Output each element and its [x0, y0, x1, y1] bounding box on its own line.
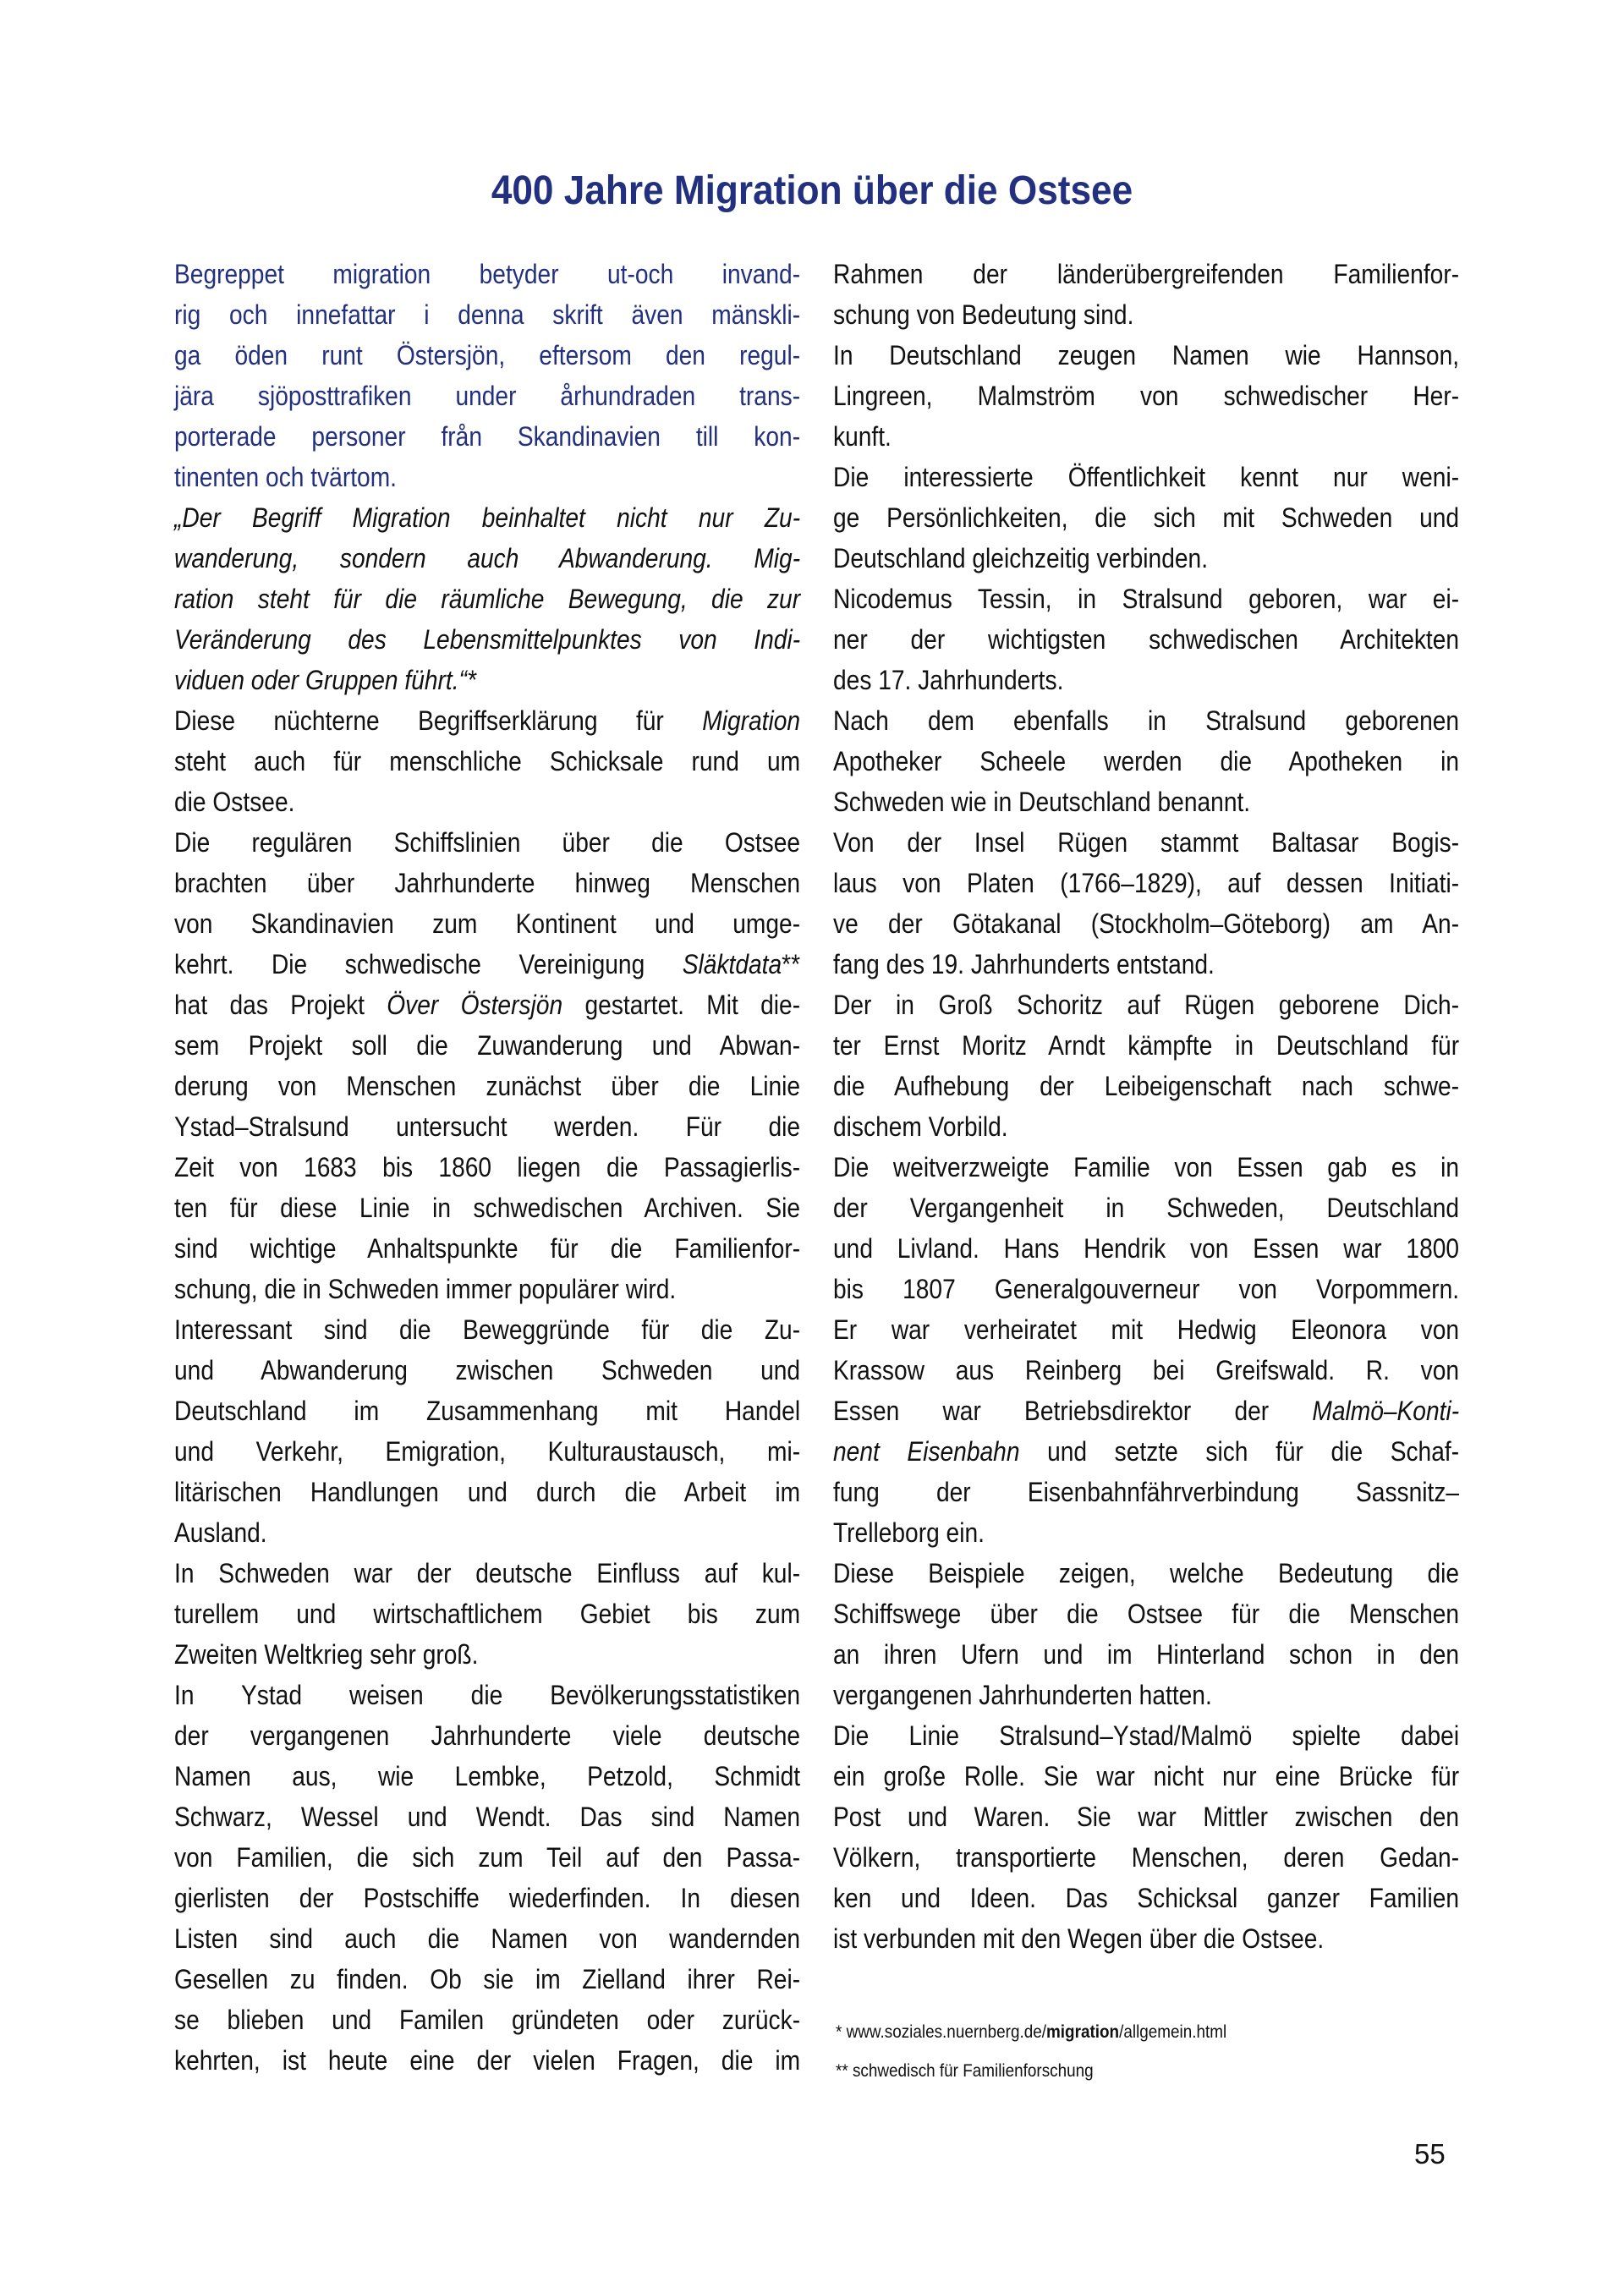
- text-line: Rahmen der länderübergreifenden Familienfor-: [833, 259, 1460, 289]
- footnote-2: ** schwedisch für Familienforschung: [836, 2061, 1094, 2081]
- emphasis-migration: Migration: [702, 705, 801, 736]
- text-line: Die weitverzweigte Familie von Essen gab es in: [833, 1152, 1460, 1182]
- text-line: ga öden runt Östersjön, eftersom den regul-: [174, 340, 801, 370]
- emphasis-railway-name: Malmö–Konti-: [1312, 1396, 1460, 1426]
- text-line: turellem und wirtschaftlichem Gebiet bis zum: [174, 1599, 801, 1629]
- text-span: Essen war Betriebsdirektor der: [833, 1396, 1313, 1426]
- text-line: Ausland.: [174, 1517, 267, 1548]
- text-line: Apotheker Scheele werden die Apotheken in: [833, 746, 1460, 776]
- text-line: Völkern, transportierte Menschen, deren Gedan-: [833, 1842, 1460, 1873]
- text-line: ken und Ideen. Das Schicksal ganzer Familien: [833, 1883, 1460, 1913]
- text-line: Veränderung des Lebensmittelpunktes von Indi-: [174, 624, 801, 655]
- text-line: [174, 700, 800, 741]
- text-line: ist verbunden mit den Wegen über die Ostsee.: [833, 1923, 1325, 1954]
- text-line: schung, die in Schweden immer populärer wird.: [174, 1274, 677, 1304]
- text-line: des 17. Jahrhunderts.: [833, 665, 1064, 695]
- text-line: wanderung, sondern auch Abwanderung. Mig-: [174, 543, 801, 573]
- text-line: [833, 1431, 1459, 1472]
- text-line: und Verkehr, Emigration, Kulturaustausch, mi-: [174, 1436, 801, 1467]
- left-column: [174, 254, 800, 2081]
- text-line: Diese Beispiele zeigen, welche Bedeutung die: [833, 1558, 1460, 1588]
- text-line: der Vergangenheit in Schweden, Deutschland: [833, 1193, 1460, 1223]
- paragraph: [174, 1553, 800, 1675]
- paragraph: [833, 579, 1459, 700]
- footnote-1: [836, 2013, 1226, 2052]
- text-line: Er war verheiratet mit Hedwig Eleonora von: [833, 1314, 1460, 1345]
- text-line: Listen sind auch die Namen von wandernden: [174, 1923, 801, 1954]
- text-line: Der in Groß Schoritz auf Rügen geborene Dich-: [833, 990, 1460, 1020]
- text-line: und Livland. Hans Hendrik von Essen war 1800: [833, 1233, 1460, 1264]
- text-line: ein große Rolle. Sie war nicht nur eine Brücke für: [833, 1761, 1460, 1791]
- footnotes: [836, 2013, 1270, 2091]
- text-line: ter Ernst Moritz Arndt kämpfte in Deutschland für: [833, 1030, 1460, 1061]
- text-line: und Abwanderung zwischen Schweden und: [174, 1355, 801, 1385]
- text-line: ten für diese Linie in schwedischen Archiven. Sie: [174, 1193, 801, 1223]
- text-line: bis 1807 Generalgouverneur von Vorpommern.: [833, 1274, 1460, 1304]
- text-span: hat das Projekt: [174, 990, 387, 1020]
- footnote-url: [847, 2022, 1227, 2042]
- text-line: die Aufhebung der Leibeigenschaft nach schwe-: [833, 1071, 1460, 1101]
- emphasis-slaktdata: Släktdata: [682, 949, 782, 979]
- emphasis-project-name: Över Östersjön: [387, 990, 563, 1020]
- text-line: Gesellen zu finden. Ob sie im Zielland ihrer Rei-: [174, 1964, 801, 1994]
- text-line: rig och innefattar i denna skrift även mänskli-: [174, 299, 801, 330]
- text-line: Schiffswege über die Ostsee für die Menschen: [833, 1599, 1460, 1629]
- page-number: 55: [1414, 2138, 1446, 2170]
- text-line: kehrten, ist heute eine der vielen Fragen, die im: [174, 2045, 801, 2076]
- text-line: laus von Platen (1766–1829), auf dessen Initiati-: [833, 868, 1460, 898]
- text-line: porterade personer från Skandinavien till kon-: [174, 421, 801, 452]
- page-title: 400 Jahre Migration über die Ostsee: [491, 168, 1133, 213]
- paragraph: [174, 1675, 800, 2081]
- text-line: steht auch für menschliche Schicksale rund um: [174, 746, 801, 776]
- text-line: von Familien, die sich zum Teil auf den Passa-: [174, 1842, 801, 1873]
- text-line: der vergangenen Jahrhunderte viele deutsche: [174, 1720, 801, 1751]
- text-line: Die Linie Stralsund–Ystad/Malmö spielte dabei: [833, 1720, 1460, 1751]
- text-span: Diese nüchterne Begriffserklärung für: [174, 705, 703, 736]
- footnote-marker: **: [782, 949, 801, 979]
- text-line: ve der Götakanal (Stockholm–Göteborg) am An-: [833, 908, 1460, 939]
- text-line: Krassow aus Reinberg bei Greifswald. R. von: [833, 1355, 1460, 1385]
- text-line: tinenten och tvärtom.: [174, 462, 397, 492]
- right-column: [833, 254, 1459, 1959]
- text-line: [174, 985, 800, 1025]
- text-line: Nicodemus Tessin, in Stralsund geboren, war ei-: [833, 584, 1460, 614]
- text-line: Begreppet migration betyder ut-och invand-: [174, 259, 801, 289]
- text-line: Ystad–Stralsund untersucht werden. Für die: [174, 1111, 801, 1142]
- text-line: dischem Vorbild.: [833, 1111, 1008, 1142]
- paragraph: [174, 1309, 800, 1553]
- text-line: fang des 19. Jahrhunderts entstand.: [833, 949, 1215, 979]
- text-line: brachten über Jahrhunderte hinweg Menschen: [174, 868, 801, 898]
- text-line: ration steht für die räumliche Bewegung, die zur: [174, 584, 801, 614]
- paragraph: [833, 822, 1459, 985]
- text-span: und setzte sich für die Schaf-: [1019, 1436, 1460, 1467]
- text-line: vergangenen Jahrhunderten hatten.: [833, 1680, 1212, 1710]
- intro-swedish-paragraph: [174, 254, 800, 497]
- text-line: Die interessierte Öffentlichkeit kennt nur weni-: [833, 462, 1460, 492]
- paragraph: [833, 254, 1459, 335]
- text-line: In Deutschland zeugen Namen wie Hannson,: [833, 340, 1460, 370]
- text-line: Deutschland im Zusammenhang mit Handel: [174, 1396, 801, 1426]
- paragraph: [833, 985, 1459, 1147]
- text-line: In Schweden war der deutsche Einfluss auf kul-: [174, 1558, 801, 1588]
- paragraph: [833, 1147, 1459, 1553]
- text-line: viduen oder Gruppen führt.“*: [174, 665, 476, 695]
- text-line: die Ostsee.: [174, 787, 295, 817]
- text-line: derung von Menschen zunächst über die Linie: [174, 1071, 801, 1101]
- text-line: litärischen Handlungen und durch die Arbeit im: [174, 1477, 801, 1507]
- text-line: an ihren Ufern und im Hinterland schon in den: [833, 1639, 1460, 1670]
- text-line: „Der Begriff Migration beinhaltet nicht nur Zu-: [174, 502, 801, 533]
- text-line: [833, 1391, 1459, 1431]
- paragraph: [833, 457, 1459, 579]
- paragraph: [174, 822, 800, 1309]
- text-line: jära sjöposttrafiken under århundraden trans-: [174, 381, 801, 411]
- text-line: Interessant sind die Beweggründe für die Zu-: [174, 1314, 801, 1345]
- url-part: www.soziales.nuernberg.de/: [846, 2022, 1047, 2042]
- text-line: Zeit von 1683 bis 1860 liegen die Passagierlis-: [174, 1152, 801, 1182]
- text-line: Trelleborg ein.: [833, 1517, 985, 1548]
- text-line: gierlisten der Postschiffe wiederfinden. In diesen: [174, 1883, 801, 1913]
- text-line: von Skandinavien zum Kontinent und umge-: [174, 908, 801, 939]
- text-line: ge Persönlichkeiten, die sich mit Schweden und: [833, 502, 1460, 533]
- text-line: schung von Bedeutung sind.: [833, 299, 1134, 330]
- paragraph: [833, 700, 1459, 822]
- text-line: Die regulären Schiffslinien über die Ostsee: [174, 827, 801, 858]
- text-line: Lingreen, Malmström von schwedischer Her-: [833, 381, 1460, 411]
- text-line: Schweden wie in Deutschland benannt.: [833, 787, 1251, 817]
- paragraph: [833, 335, 1459, 457]
- text-line: Schwarz, Wessel und Wendt. Das sind Namen: [174, 1802, 801, 1832]
- text-line: Von der Insel Rügen stammt Baltasar Bogis-: [833, 827, 1460, 858]
- text-line: fung der Eisenbahnfährverbindung Sassnitz–: [833, 1477, 1460, 1507]
- text-line: Deutschland gleichzeitig verbinden.: [833, 543, 1209, 573]
- text-line: Zweiten Weltkrieg sehr groß.: [174, 1639, 479, 1670]
- text-line: Namen aus, wie Lembke, Petzold, Schmidt: [174, 1761, 801, 1791]
- paragraph: [833, 1715, 1459, 1959]
- text-line: In Ystad weisen die Bevölkerungsstatistiken: [174, 1680, 801, 1710]
- text-span: kehrt. Die schwedische Vereinigung: [174, 949, 683, 979]
- text-line: se blieben und Familen gründeten oder zurück-: [174, 2005, 801, 2035]
- url-part: /allgemein.html: [1119, 2022, 1227, 2042]
- paragraph: [833, 1553, 1459, 1715]
- text-line: sind wichtige Anhaltspunkte für die Familienfor-: [174, 1233, 801, 1264]
- footnote-marker: *: [836, 2022, 847, 2042]
- text-line: [174, 944, 800, 985]
- text-line: sem Projekt soll die Zuwanderung und Abwan-: [174, 1030, 801, 1061]
- quote-paragraph: [174, 497, 800, 700]
- text-line: kunft.: [833, 421, 892, 452]
- text-line: ner der wichtigsten schwedischen Architekten: [833, 624, 1460, 655]
- text-span: gestartet. Mit die-: [562, 990, 801, 1020]
- text-line: Nach dem ebenfalls in Stralsund geborenen: [833, 705, 1460, 736]
- emphasis-railway-name: nent Eisenbahn: [833, 1436, 1020, 1467]
- paragraph: [174, 700, 800, 822]
- text-line: Post und Waren. Sie war Mittler zwischen den: [833, 1802, 1460, 1832]
- url-bold-part: migration: [1046, 2022, 1120, 2042]
